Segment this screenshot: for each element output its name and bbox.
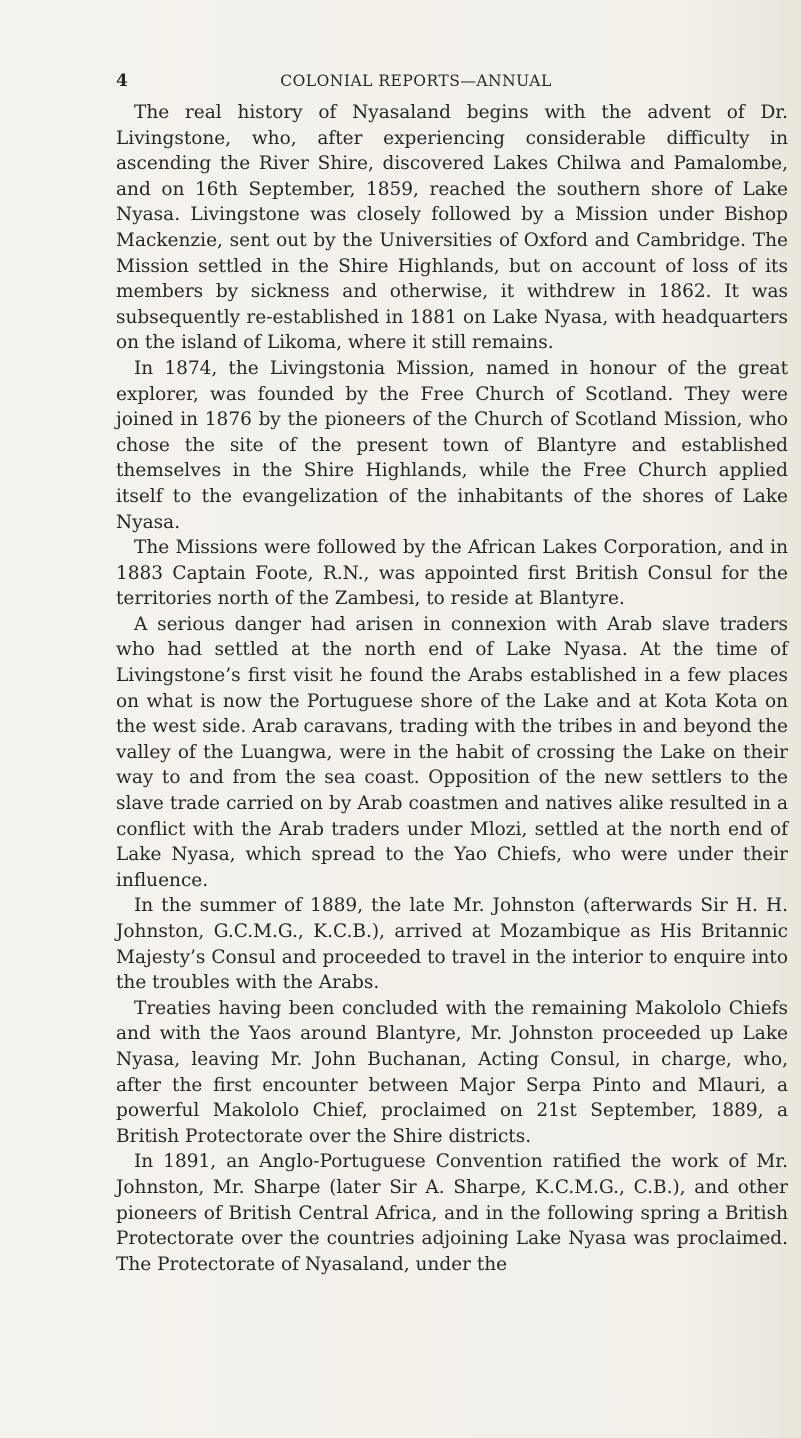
running-head: COLONIAL REPORTS—ANNUAL — [280, 72, 552, 90]
body-text — [116, 100, 788, 1277]
page-number: 4 — [116, 71, 128, 91]
paragraph-arab-slave-traders: A serious danger had arisen in connexion with Arab slave traders who had settled at the north end of Lake Nyasa. At the time of Livingstone’s first visit he found the Arabs established in a few places on what is now the Portuguese shore of the Lake and at Kota Kota on the west side. Arab caravans, trading with the tribes in and beyond the valley of the Luangwa, were in the habit of crossing the Lake on their way to and from the sea coast. Opposition of the new settlers to the slave trade carried on by Arab coastmen and natives alike resulted in a conflict with the Arab traders under Mlozi, settled at the north end of Lake Nyasa, which spread to the Yao Chiefs, who were under their influence. — [116, 613, 788, 891]
paragraph-johnston-1889: In the summer of 1889, the late Mr. Johnston (afterwards Sir H. H. Johnston, G.C.M.G., K.C.B.), arrived at Mozambique as His Britannic Majesty’s Consul and proceeded to travel in the interior to enquire into the troubles with the Arabs. — [116, 895, 788, 994]
page-header — [116, 71, 716, 93]
paragraph-livingstone-history: The real history of Nyasaland begins with the advent of Dr. Livingstone, who, after experiencing considerable difficulty in ascending the River Shire, discovered Lakes Chilwa and Pamalombe, and on 16th September, 1859, reached the southern shore of Lake Nyasa. Livingstone was closely followed by a Mission under Bishop Mackenzie, sent out by the Universities of Oxford and Cambridge. The Mission settled in the Shire Highlands, but on account of loss of its members by sickness and otherwise, it withdrew in 1862. It was subsequently re-established in 1881 on Lake Nyasa, with headquarters on the island of Likoma, where it still remains. — [116, 102, 788, 354]
paragraph-livingstonia-mission: In 1874, the Livingstonia Mission, named in honour of the great explorer, was founded by the Free Church of Scotland. They were joined in 1876 by the pioneers of the Church of Scotland Mission, who chose the site of the present town of Blantyre and established themselves in the Shire Highlands, while the Free Church applied itself to the evangelization of the inhabitants of the shores of Lake Nyasa. — [116, 357, 788, 533]
paragraph-african-lakes: The Missions were followed by the African Lakes Corporation, and in 1883 Captain Foote, R.N., was appointed first British Consul for the territories north of the Zambesi, to reside at Blantyre. — [116, 537, 788, 610]
paragraph-convention-1891: In 1891, an Anglo-Portuguese Convention ratified the work of Mr. Johnston, Mr. Sharpe (later Sir A. Sharpe, K.C.M.G., C.B.), and other pioneers of British Central Africa, and in the following spring a British Protectorate over the countries adjoining Lake Nyasa was proclaimed. The Protectorate of Nyasaland, under the — [116, 1151, 788, 1275]
paragraph-treaties: Treaties having been concluded with the remaining Makololo Chiefs and with the Yaos around Blantyre, Mr. Johnston proceeded up Lake Nyasa, leaving Mr. John Buchanan, Acting Consul, in charge, who, after the first encounter between Major Serpa Pinto and Mlauri, a powerful Makololo Chief, proclaimed on 21st September, 1889, a British Protectorate over the Shire districts. — [116, 997, 788, 1147]
